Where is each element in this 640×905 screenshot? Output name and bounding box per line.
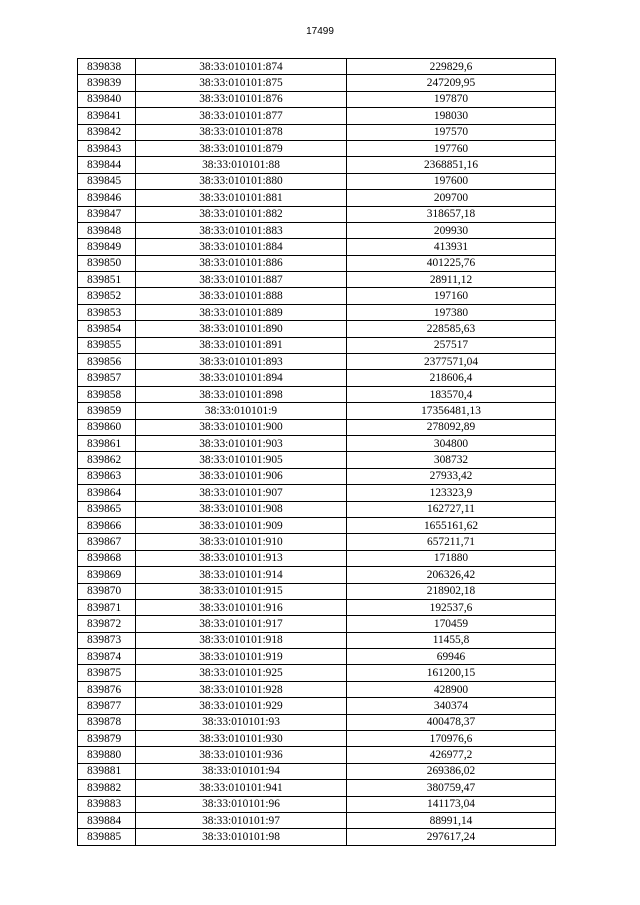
row-number-cell: 839877 [78, 698, 136, 714]
cadastral-number-cell: 38:33:010101:874 [136, 59, 347, 75]
row-number-cell: 839883 [78, 796, 136, 812]
table-row [78, 190, 556, 206]
cadastral-value-cell: 257517 [347, 337, 556, 353]
row-number-cell: 839863 [78, 468, 136, 484]
cadastral-number-cell: 38:33:010101:929 [136, 698, 347, 714]
cadastral-number-cell: 38:33:010101:928 [136, 681, 347, 697]
table-row [78, 370, 556, 386]
cadastral-value-cell: 428900 [347, 681, 556, 697]
row-number-cell: 839851 [78, 272, 136, 288]
cadastral-value-cell: 11455,8 [347, 632, 556, 648]
cadastral-number-cell: 38:33:010101:919 [136, 649, 347, 665]
row-number-cell: 839875 [78, 665, 136, 681]
cadastral-value-cell: 197160 [347, 288, 556, 304]
row-number-cell: 839849 [78, 239, 136, 255]
table-row [78, 812, 556, 828]
table-row [78, 632, 556, 648]
row-number-cell: 839855 [78, 337, 136, 353]
cadastral-value-cell: 2377571,04 [347, 354, 556, 370]
page-number: 17499 [306, 26, 334, 37]
cadastral-number-cell: 38:33:010101:886 [136, 255, 347, 271]
cadastral-value-cell: 218606,4 [347, 370, 556, 386]
row-number-cell: 839870 [78, 583, 136, 599]
row-number-cell: 839857 [78, 370, 136, 386]
table-row [78, 108, 556, 124]
cadastral-value-cell: 278092,89 [347, 419, 556, 435]
cadastral-number-cell: 38:33:010101:888 [136, 288, 347, 304]
table-row [78, 419, 556, 435]
cadastral-number-cell: 38:33:010101:914 [136, 567, 347, 583]
table-row [78, 485, 556, 501]
table-row [78, 59, 556, 75]
table-row [78, 452, 556, 468]
cadastral-number-cell: 38:33:010101:900 [136, 419, 347, 435]
cadastral-number-cell: 38:33:010101:917 [136, 616, 347, 632]
cadastral-number-cell: 38:33:010101:941 [136, 780, 347, 796]
cadastral-value-cell: 69946 [347, 649, 556, 665]
cadastral-number-cell: 38:33:010101:88 [136, 157, 347, 173]
cadastral-value-cell: 401225,76 [347, 255, 556, 271]
table-row [78, 681, 556, 697]
cadastral-value-cell: 161200,15 [347, 665, 556, 681]
cadastral-value-cell: 88991,14 [347, 812, 556, 828]
cadastral-number-cell: 38:33:010101:906 [136, 468, 347, 484]
table-row [78, 337, 556, 353]
table-row [78, 239, 556, 255]
cadastral-value-cell: 192537,6 [347, 599, 556, 615]
row-number-cell: 839879 [78, 731, 136, 747]
table-row [78, 829, 556, 845]
row-number-cell: 839884 [78, 812, 136, 828]
table-row [78, 173, 556, 189]
table-row [78, 124, 556, 140]
cadastral-value-cell: 123323,9 [347, 485, 556, 501]
cadastral-number-cell: 38:33:010101:891 [136, 337, 347, 353]
row-number-cell: 839881 [78, 763, 136, 779]
table-row [78, 354, 556, 370]
row-number-cell: 839865 [78, 501, 136, 517]
cadastral-value-cell: 400478,37 [347, 714, 556, 730]
cadastral-value-cell: 27933,42 [347, 468, 556, 484]
row-number-cell: 839872 [78, 616, 136, 632]
cadastral-value-cell: 197570 [347, 124, 556, 140]
table-row [78, 517, 556, 533]
row-number-cell: 839859 [78, 403, 136, 419]
cadastral-value-cell: 229829,6 [347, 59, 556, 75]
table-row [78, 698, 556, 714]
table-row [78, 747, 556, 763]
cadastral-number-cell: 38:33:010101:880 [136, 173, 347, 189]
cadastral-value-cell: 162727,11 [347, 501, 556, 517]
cadastral-value-cell: 170459 [347, 616, 556, 632]
cadastral-value-cell: 183570,4 [347, 386, 556, 402]
cadastral-value-table [77, 58, 556, 846]
cadastral-value-cell: 318657,18 [347, 206, 556, 222]
table-row [78, 255, 556, 271]
cadastral-value-cell: 657211,71 [347, 534, 556, 550]
row-number-cell: 839852 [78, 288, 136, 304]
row-number-cell: 839842 [78, 124, 136, 140]
cadastral-number-cell: 38:33:010101:876 [136, 91, 347, 107]
table-row [78, 140, 556, 156]
row-number-cell: 839871 [78, 599, 136, 615]
cadastral-number-cell: 38:33:010101:883 [136, 222, 347, 238]
row-number-cell: 839878 [78, 714, 136, 730]
cadastral-number-cell: 38:33:010101:930 [136, 731, 347, 747]
cadastral-value-cell: 247209,95 [347, 75, 556, 91]
cadastral-number-cell: 38:33:010101:98 [136, 829, 347, 845]
row-number-cell: 839866 [78, 517, 136, 533]
row-number-cell: 839862 [78, 452, 136, 468]
table-row [78, 272, 556, 288]
cadastral-number-cell: 38:33:010101:936 [136, 747, 347, 763]
cadastral-value-cell: 297617,24 [347, 829, 556, 845]
cadastral-number-cell: 38:33:010101:910 [136, 534, 347, 550]
cadastral-number-cell: 38:33:010101:877 [136, 108, 347, 124]
table-row [78, 435, 556, 451]
cadastral-value-cell: 218902,18 [347, 583, 556, 599]
cadastral-number-cell: 38:33:010101:916 [136, 599, 347, 615]
cadastral-value-cell: 269386,02 [347, 763, 556, 779]
table-row [78, 501, 556, 517]
cadastral-value-cell: 228585,63 [347, 321, 556, 337]
cadastral-number-cell: 38:33:010101:905 [136, 452, 347, 468]
cadastral-value-cell: 304800 [347, 435, 556, 451]
cadastral-value-cell: 197600 [347, 173, 556, 189]
row-number-cell: 839847 [78, 206, 136, 222]
row-number-cell: 839844 [78, 157, 136, 173]
cadastral-value-cell: 209700 [347, 190, 556, 206]
cadastral-value-cell: 197380 [347, 304, 556, 320]
cadastral-value-cell: 197760 [347, 140, 556, 156]
table-row [78, 75, 556, 91]
row-number-cell: 839864 [78, 485, 136, 501]
row-number-cell: 839846 [78, 190, 136, 206]
cadastral-number-cell: 38:33:010101:918 [136, 632, 347, 648]
table-row [78, 403, 556, 419]
table-row [78, 616, 556, 632]
cadastral-number-cell: 38:33:010101:875 [136, 75, 347, 91]
row-number-cell: 839856 [78, 354, 136, 370]
table-row [78, 206, 556, 222]
table-row [78, 91, 556, 107]
cadastral-value-cell: 206326,42 [347, 567, 556, 583]
row-number-cell: 839876 [78, 681, 136, 697]
cadastral-number-cell: 38:33:010101:94 [136, 763, 347, 779]
cadastral-number-cell: 38:33:010101:97 [136, 812, 347, 828]
row-number-cell: 839843 [78, 140, 136, 156]
cadastral-number-cell: 38:33:010101:93 [136, 714, 347, 730]
cadastral-number-cell: 38:33:010101:894 [136, 370, 347, 386]
row-number-cell: 839882 [78, 780, 136, 796]
row-number-cell: 839858 [78, 386, 136, 402]
row-number-cell: 839885 [78, 829, 136, 845]
table-body [78, 59, 556, 846]
cadastral-value-cell: 2368851,16 [347, 157, 556, 173]
row-number-cell: 839869 [78, 567, 136, 583]
row-number-cell: 839839 [78, 75, 136, 91]
cadastral-number-cell: 38:33:010101:889 [136, 304, 347, 320]
row-number-cell: 839860 [78, 419, 136, 435]
row-number-cell: 839873 [78, 632, 136, 648]
row-number-cell: 839845 [78, 173, 136, 189]
cadastral-number-cell: 38:33:010101:884 [136, 239, 347, 255]
cadastral-value-cell: 17356481,13 [347, 403, 556, 419]
table-row [78, 796, 556, 812]
table-row [78, 304, 556, 320]
table-row [78, 649, 556, 665]
cadastral-value-cell: 380759,47 [347, 780, 556, 796]
row-number-cell: 839848 [78, 222, 136, 238]
table-row [78, 157, 556, 173]
row-number-cell: 839854 [78, 321, 136, 337]
table-row [78, 665, 556, 681]
row-number-cell: 839850 [78, 255, 136, 271]
cadastral-number-cell: 38:33:010101:925 [136, 665, 347, 681]
cadastral-number-cell: 38:33:010101:909 [136, 517, 347, 533]
cadastral-number-cell: 38:33:010101:890 [136, 321, 347, 337]
row-number-cell: 839838 [78, 59, 136, 75]
table-row [78, 567, 556, 583]
cadastral-value-cell: 170976,6 [347, 731, 556, 747]
row-number-cell: 839874 [78, 649, 136, 665]
cadastral-number-cell: 38:33:010101:913 [136, 550, 347, 566]
cadastral-value-cell: 209930 [347, 222, 556, 238]
cadastral-number-cell: 38:33:010101:887 [136, 272, 347, 288]
cadastral-value-cell: 1655161,62 [347, 517, 556, 533]
table-row [78, 714, 556, 730]
table-row [78, 468, 556, 484]
row-number-cell: 839841 [78, 108, 136, 124]
cadastral-number-cell: 38:33:010101:915 [136, 583, 347, 599]
cadastral-number-cell: 38:33:010101:898 [136, 386, 347, 402]
cadastral-number-cell: 38:33:010101:879 [136, 140, 347, 156]
table-row [78, 780, 556, 796]
cadastral-number-cell: 38:33:010101:9 [136, 403, 347, 419]
cadastral-number-cell: 38:33:010101:881 [136, 190, 347, 206]
cadastral-number-cell: 38:33:010101:96 [136, 796, 347, 812]
cadastral-value-cell: 28911,12 [347, 272, 556, 288]
table-row [78, 550, 556, 566]
cadastral-number-cell: 38:33:010101:903 [136, 435, 347, 451]
cadastral-value-cell: 308732 [347, 452, 556, 468]
cadastral-value-cell: 426977,2 [347, 747, 556, 763]
cadastral-value-cell: 413931 [347, 239, 556, 255]
cadastral-number-cell: 38:33:010101:907 [136, 485, 347, 501]
cadastral-number-cell: 38:33:010101:908 [136, 501, 347, 517]
row-number-cell: 839861 [78, 435, 136, 451]
cadastral-number-cell: 38:33:010101:893 [136, 354, 347, 370]
table-row [78, 599, 556, 615]
row-number-cell: 839880 [78, 747, 136, 763]
table-row [78, 583, 556, 599]
cadastral-value-cell: 198030 [347, 108, 556, 124]
cadastral-value-cell: 340374 [347, 698, 556, 714]
table-row [78, 288, 556, 304]
table-row [78, 386, 556, 402]
row-number-cell: 839840 [78, 91, 136, 107]
cadastral-number-cell: 38:33:010101:878 [136, 124, 347, 140]
table-row [78, 763, 556, 779]
row-number-cell: 839867 [78, 534, 136, 550]
table-row [78, 731, 556, 747]
cadastral-value-cell: 197870 [347, 91, 556, 107]
table-row [78, 321, 556, 337]
table-row [78, 534, 556, 550]
cadastral-number-cell: 38:33:010101:882 [136, 206, 347, 222]
row-number-cell: 839853 [78, 304, 136, 320]
row-number-cell: 839868 [78, 550, 136, 566]
cadastral-value-cell: 141173,04 [347, 796, 556, 812]
table-row [78, 222, 556, 238]
cadastral-value-cell: 171880 [347, 550, 556, 566]
